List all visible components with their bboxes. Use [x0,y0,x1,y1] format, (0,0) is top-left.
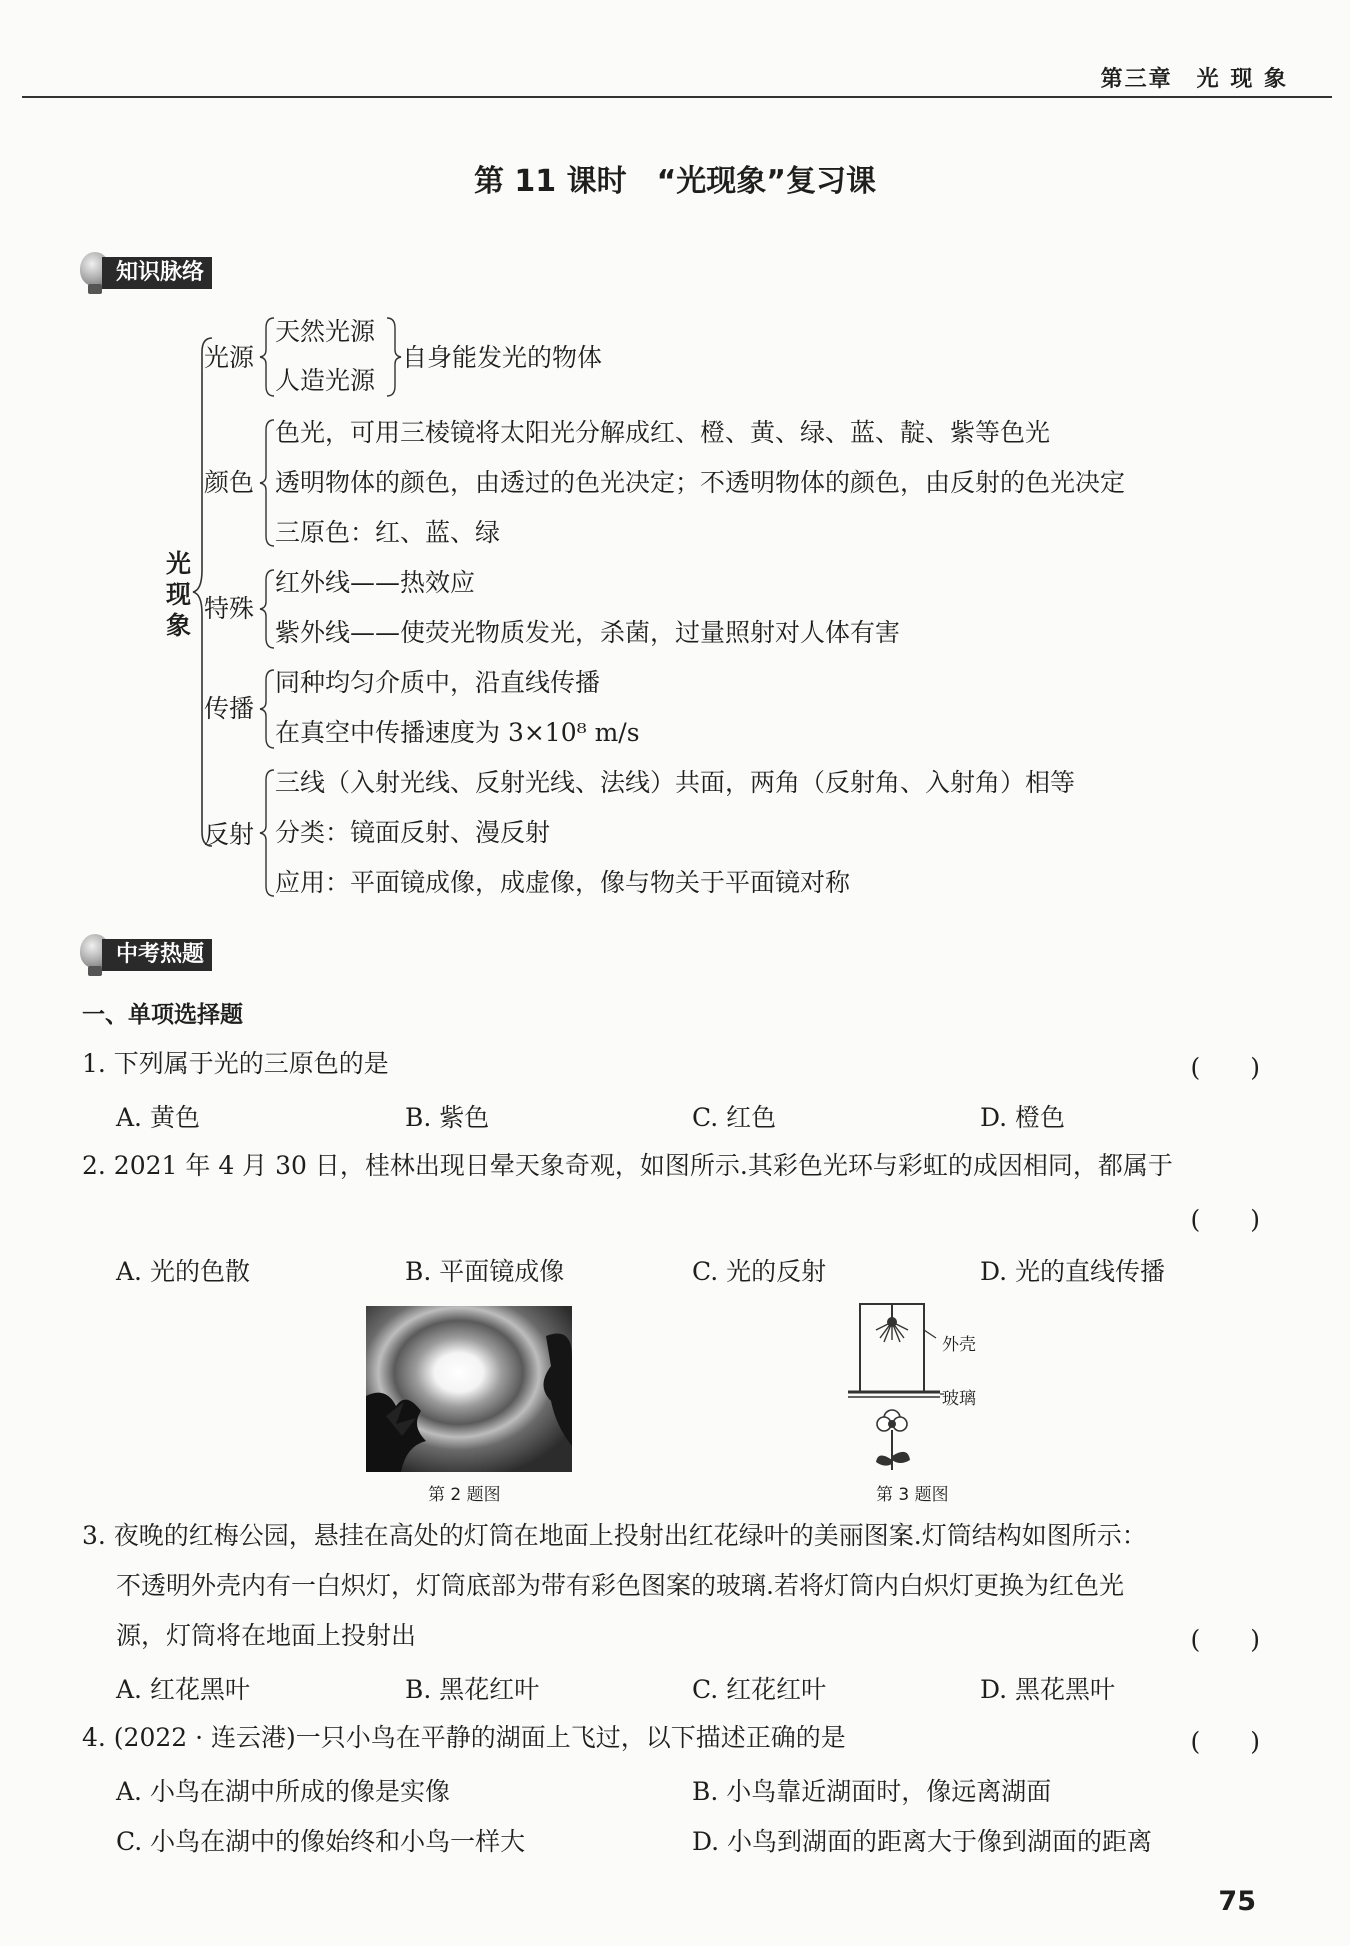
chapter-header: 第三章 光 现 象 [1100,67,1288,92]
answer-blank: ( ) [1190,1727,1260,1756]
question-stem: 1. 下列属于光的三原色的是 [82,1049,389,1078]
map-item: 分类：镜面反射、漫反射 [275,818,551,847]
option: B. 平面镜成像 [405,1257,565,1286]
question-stem: 2. 2021 年 4 月 30 日，桂林出现日晕天象奇观，如图所示.其彩色光环与彩虹的成因相同，都属于 [82,1151,1173,1180]
branch-label-special: 特殊 [204,594,255,623]
map-item: 红外线——热效应 [275,568,476,597]
section-tag-knowledge [80,252,260,296]
option: D. 橙色 [980,1103,1066,1132]
label-shell: 外壳 [942,1335,976,1355]
root-brace [190,332,220,852]
option: D. 光的直线传播 [980,1257,1166,1286]
map-item: 应用：平面镜成像，成虚像，像与物关于平面镜对称 [275,868,851,897]
map-item: 同种均匀介质中，沿直线传播 [275,668,601,697]
option: A. 红花黑叶 [116,1675,250,1704]
question-stem-line: 不透明外壳内有一白炽灯，灯筒底部为带有彩色图案的玻璃.若将灯筒内白炽灯更换为红色光 [116,1571,1124,1600]
question-stem-line: 源，灯筒将在地面上投射出 [116,1621,417,1650]
option: A. 光的色散 [116,1257,250,1286]
map-item: 色光，可用三棱镜将太阳光分解成红、橙、黄、绿、蓝、靛、紫等色光 [275,418,1051,447]
sun-halo-photo [366,1306,572,1472]
option: A. 小鸟在湖中所成的像是实像 [116,1777,450,1806]
map-item: 三原色：红、蓝、绿 [275,518,501,547]
option: B. 紫色 [405,1103,490,1132]
map-item: 紫外线——使荧光物质发光，杀菌，过量照射对人体有害 [275,618,901,647]
map-item: 透明物体的颜色，由透过的色光决定；不透明物体的颜色，由反射的色光决定 [275,468,1126,497]
question-stem-line: 3. 夜晚的红梅公园，悬挂在高处的灯筒在地面上投射出红花绿叶的美丽图案.灯筒结构如图所示： [82,1521,1147,1550]
option: D. 小鸟到湖面的距离大于像到湖面的距离 [692,1827,1153,1856]
header-rule [22,96,1332,98]
answer-blank: ( ) [1190,1205,1260,1234]
option: C. 红色 [692,1103,777,1132]
option: C. 小鸟在湖中的像始终和小鸟一样大 [116,1827,526,1856]
answer-blank: ( ) [1190,1053,1260,1082]
part-title: 一、单项选择题 [82,1002,243,1028]
label-glass: 玻璃 [942,1389,976,1409]
option: C. 红花红叶 [692,1675,827,1704]
branch-label-color: 颜色 [204,468,255,497]
answer-blank: ( ) [1190,1625,1260,1654]
option: D. 黑花黑叶 [980,1675,1116,1704]
figure-caption: 第 2 题图 [428,1485,501,1505]
map-note: 自身能发光的物体 [402,343,603,372]
lamp-tube-diagram [848,1300,1008,1476]
section-label: 知识脉络 [102,257,212,289]
option: A. 黄色 [116,1103,200,1132]
page-number: 75 [1218,1886,1256,1917]
map-root: 光 现 象 [166,549,192,640]
section-label: 中考热题 [102,939,212,971]
map-item: 人造光源 [275,366,376,395]
branch-label-propagation: 传播 [204,694,255,723]
branch-label-reflection: 反射 [204,820,255,849]
figure-caption: 第 3 题图 [876,1485,949,1505]
map-item: 天然光源 [275,317,376,346]
option: C. 光的反射 [692,1257,827,1286]
map-item: 在真空中传播速度为 3×10⁸ m/s [275,718,640,747]
question-stem: 4. (2022 · 连云港)一只小鸟在平静的湖面上飞过，以下描述正确的是 [82,1723,846,1752]
lesson-title: 第 11 课时 “光现象”复习课 [473,164,877,199]
map-item: 三线（入射光线、反射光线、法线）共面，两角（反射角、入射角）相等 [275,768,1076,797]
section-tag-hot [80,934,260,978]
option: B. 黑花红叶 [405,1675,540,1704]
branch-label-light-source: 光源 [204,343,255,372]
option: B. 小鸟靠近湖面时，像远离湖面 [692,1777,1052,1806]
